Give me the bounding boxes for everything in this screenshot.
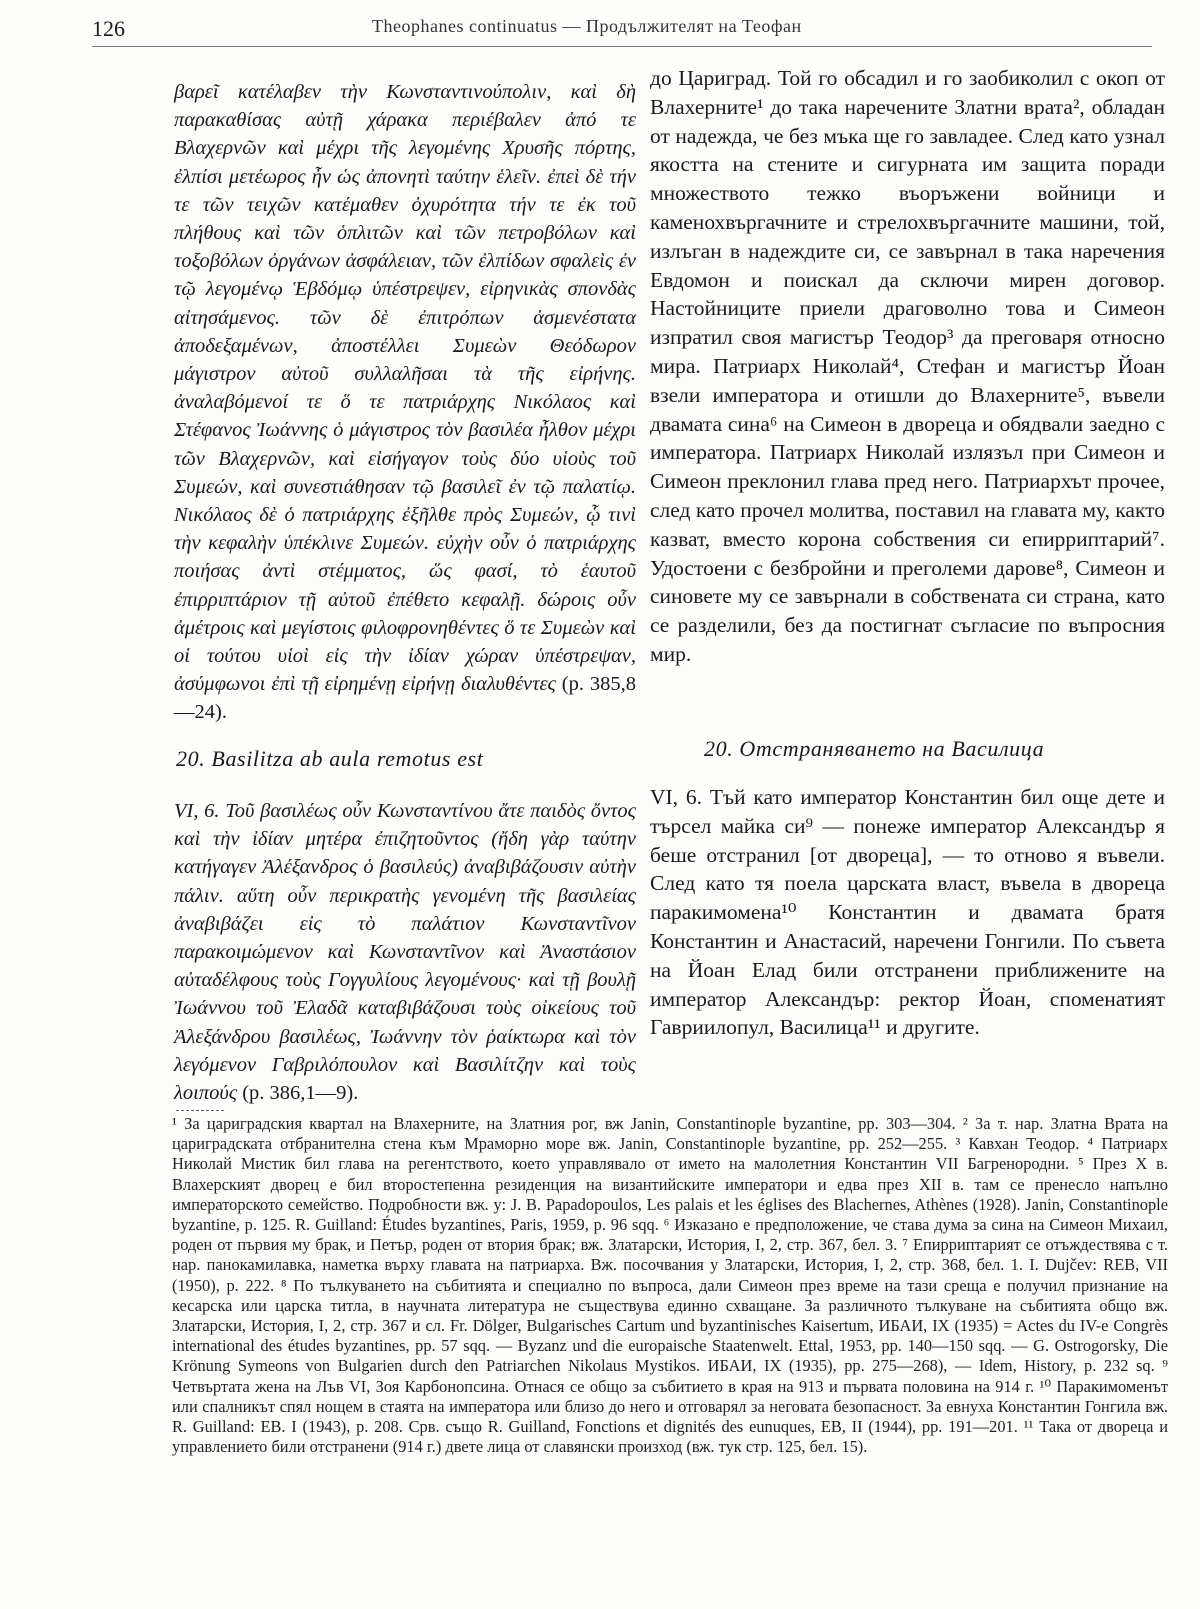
greek-paragraph: VI, 6. Τοῦ βασιλέως οὖν Κωνσταντίνου ἄτε παιδὸς ὄντος καὶ τὴν ἰδίαν μητέρα ἐπιζητοῦντος (ἤδη γὰρ ταύτην κατήγαγεν Ἀλέξανδρος ὁ βασιλεύς) ἀναβιβάζουσιν αὐτὴν πάλιν. αὕτη οὖν περικρατὴς γενομένη τῆς βασιλείας ἀναβιβάζει εἰς τὸ παλάτιον Κωνσταντῖνον παρακοιμώμενον καὶ Κωνσταντῖνον καὶ Ἀναστάσιον αὐταδέλφους τοὺς Γογγυλίους λεγομένους· καὶ τῇ βουλῇ Ἰωάννου τοῦ Ἐλαδᾶ καταβιβάζουσι τοὺς οἰκείους τοῦ Ἀλεξάνδρου βασιλέως, Ἰωάννην τὸν ῥαίκτωρα καὶ τὸν λεγόμενον Γαβριλόπουλον καὶ Βασιλίτζην καὶ τοὺς λοιπούς (174, 800, 636, 1105)
bulgarian-paragraph: до Цариград. Той го обсадил и го заобиколил с окоп от Влахерните¹ до така наречените Златни врата², обладан от надежда, че без мъка ще го завладее. След като узнал якостта на стените и сигурната им защита поради множеството тежко въоръжени войници и каменохвъргачните и стрелохвъргачните машини, той, излъган в надеждите си, се завърнал в така наречения Евдомон и поискал да сключи мирен договор. Настойниците приели драговолно това и Симеон изпратил своя магистър Теодор³ да преговаря относно мира. Патриарх Николай⁴, Стефан и магистър Йоан взели императора и отишли до Влахерните⁵, въвели двамата сина⁶ на Симеон в двореца и обядвали заедно с императора. Патриарх Николай излязъл при Симеон и Симеон преклонил глава пред него. Патриархът прочее, след като прочел молитва, поставил на главата му, както казват, вместо корона собствения си епирриптарий⁷. Удостоени с безбройни и преголеми дарове⁸, Симеон и синовете му се завърнали в собствената си страна, като се разделили, без да постигнат съгласие по въпросния мир. (650, 66, 1165, 666)
bulgarian-paragraph: VI, 6. Тъй като император Константин бил още дете и търсел майка си⁹ — понеже император Александър я беше отстранил [от двореца], — то отново я въвели. След като тя поела царската власт, въвела в двореца паракимомена¹⁰ Константин и двамата братя Константин и Анастасий, наречени Гонгили. По съвета на Йоан Елад били отстранени приближените на император Александър: ректор Йоан, споменатият Гавриилопул, Василица¹¹ и другите. (650, 785, 1165, 1040)
greek-reference: (p. 386,1—9). (242, 1082, 359, 1105)
section-heading-latin: 20. Basilitza ab aula remotus est (176, 746, 484, 771)
page-header (92, 12, 1152, 48)
header-rule (92, 46, 1152, 47)
bulgarian-text-section19 (650, 64, 1165, 669)
section-heading-bulgarian: 20. Отстраняването на Василица (704, 736, 1045, 761)
page-number: 126 (92, 16, 125, 41)
greek-text-section20 (174, 797, 636, 1107)
greek-text-section19 (174, 78, 636, 727)
footnotes: ¹ За цариградския квартал на Влахерните, на Златния рог, вж Janin, Constantinople byzantine, pp. 303—304. ² За т. нар. Златна Врата на цариградската отбранителна стена към Мраморно море вж. Janin, Constantinople byzantine, pp. 252—255. ³ Кавхан Теодор. ⁴ Патриарх Николай Мистик бил глава на регентството, което управлявало от името на малолетния Константин VII Багренородни. ⁵ През X в. Влахерският дворец е бил второстепенна резиденция на византийските императори и едва през XII в. там се пренесло напълно императорското семейство. Подробности вж. у: J. B. Papadopoulos, Les palais et les églises des Blachernes, Athènes (1928). Janin, Constantinople byzantine, p. 125. R. Guilland: Études byzantines, Paris, 1959, p. 96 sqq. ⁶ Изказано е предположение, че става дума за сина на Симеон Михаил, роден от първия му брак, и Петър, роден от втория брак; вж. Златарски, История, I, 2, стр. 367, бел. 3. ⁷ Епирриптарият се отъждествява с т. нар. панокамилавка, наметка върху главата на патриарха. Вж. посочвания у Златарски, История, I, 2, стр. 368, бел. 1. I. Dujčev: REB, VII (1950), p. 222. ⁸ По тълкуването на събитията и специално по въпроса, дали Симеон през време на тази среща е получил признание на кесарска или царска титла, в научната литература не съществува единно схващане. За различното тълкуване на събитията общо вж. Златарски, История, I, 2, стр. 367 и сл. Fr. Dölger, Bulgarisches Cartum und byzantinisches Kaisertum, ИБАИ, IX (1935) = Actes du IV-e Congrès international des études byzantines, pp. 57 sqq. — Byzanz und die europaische Staatenwelt. Ettal, 1953, pp. 140—150 sqq. — G. Ostrogorsky, Die Krönung Symeons von Bulgarien durch den Patriarchen Nikolaus Mystikos. ИБАИ, IX (1935), pp. 275—268), — Idem, History, p. 232 sq. ⁹ Четвъртата жена на Лъв VI, Зоя Карбонопсина. Отнася се общо за събитието в края на 913 и първата половина на 914 г. ¹⁰ Паракимоменът или спалникът спял нощем в стаята на императора или близо до него и отговарял за неговата безопасност. За евнуха Константин Гонгила вж. R. Guilland: EB. I (1943), p. 208. Срв. също R. Guilland, Fonctions et dignités des eunuques, EB, II (1944), pp. 191—201. ¹¹ Така от двореца и управлението били отстранени (914 г.) двете лица от славянски произход (вж. тук стр. 125, бел. 15). (172, 1114, 1168, 1457)
greek-reference: (p. 385,8—24). (174, 673, 637, 724)
running-head: Theophanes continuatus — Продължителят на Теофан (372, 16, 802, 36)
footnote-separator (176, 1110, 224, 1111)
bulgarian-text-section20 (650, 783, 1165, 1042)
greek-paragraph: βαρεῖ κατέλαβεν τὴν Κωνσταντινούπολιν, καὶ δὴ παρακαθίσας αὐτῇ χάρακα περιέβαλεν ἀπό τε Βλαχερνῶν καὶ μέχρι τῆς λεγομένης Χρυσῆς πόρτης, ἐλπίσι μετέωρος ἦν ὡς ἀπονητὶ ταύτην ἑλεῖν. ἐπεὶ δὲ τήν τε τῶν τειχῶν κατέμαθεν ὀχυρότητα τήν τε ἐκ τοῦ πλήθους καὶ τῶν ὁπλιτῶν καὶ τῶν πετροβόλων καὶ τοξοβόλων ὀργάνων ἀσφάλειαν, τῶν ἐλπίδων σφαλεὶς ἐν τῷ λεγομένῳ Ἑβδόμῳ ὑπέστρεψεν, εἰρηνικὰς σπονδὰς αἰτησάμενος. τῶν δὲ ἐπιτρόπων ἀσμενέστατα ἀποδεξαμένων, ἀποστέλλει Συμεὼν Θεόδωρον μάγιστρον αὐτοῦ συλλαλῆσαι τὰ τῆς εἰρήνης. ἀναλαβόμενοί τε ὅ τε πατριάρχης Νικόλαος καὶ Στέφανος Ἰωάννης ὁ μάγιστρος τὸν βασιλέα ἦλθον μέχρι τῶν Βλαχερνῶν, καὶ εἰσήγαγον τοὺς δύο υἱοὺς τοῦ Συμεών, καὶ συνεστιάθησαν τῷ βασιλεῖ ἐν τῷ παλατίῳ. Νικόλαος δὲ ὁ πατριάρχης ἐξῆλθε πρὸς Συμεών, ᾧ τινὶ τὴν κεφαλὴν ὑπέκλινε Συμεών. εὐχὴν οὖν ὁ πατριάρχης ποιήσας ἀντὶ στέμματος, ὥς φασί, τὸ ἑαυτοῦ ἐπιρριπτάριον τῇ αὐτοῦ ἐπέθετο κεφαλῇ. δώροις οὖν ἀμέτροις καὶ μεγίστοις φιλοφρονηθέντες ὅ τε Συμεὼν καὶ οἱ τούτου υἱοὶ εἰς τὴν ἰδίαν χώραν ὑπέστρεψαν, ἀσύμφωνοι ἐπὶ τῇ εἰρημένῃ εἰρήνῃ διαλυθέντες (174, 81, 636, 696)
